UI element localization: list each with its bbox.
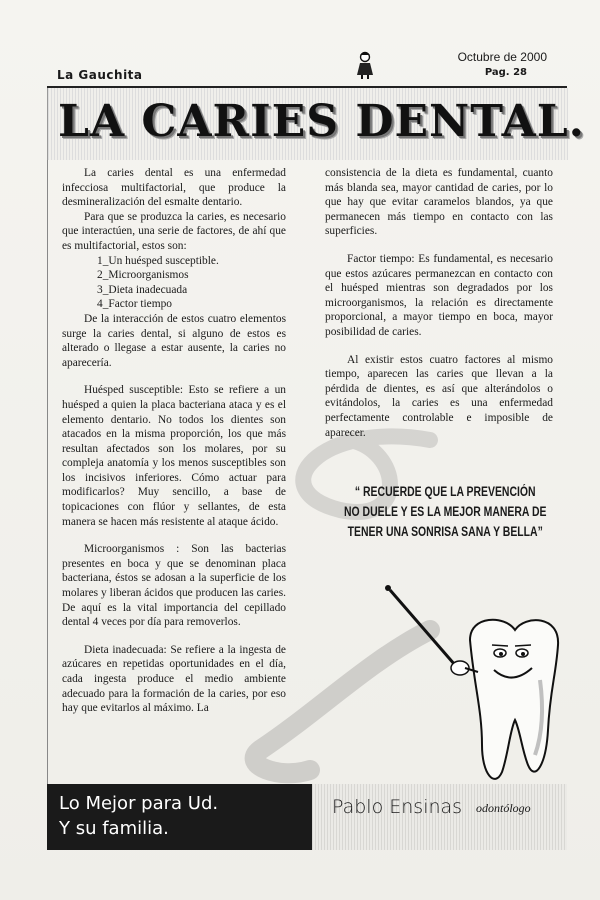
list-item: 4_Factor tiempo [97,298,172,311]
slogan [59,791,218,841]
gauchita-mascot-icon [354,50,376,80]
quote-line: “ RECUERDE QUE LA PREVENCIÓN [354,484,536,499]
issue-date: Octubre de 2000 [457,50,547,64]
quote-line: TENER UNA SONRISA SANA Y BELLA” [347,524,543,539]
list-item: 1_Un huésped susceptible. [97,254,219,267]
paragraph: Dieta inadecuada: Se refiere a la ingesta de azúcares en repetidas oportunidades en el día, cada ingesta produce el medio ambiente adecuado para la formación de la caries, por eso hay que evitarlos al máximo. La [62,643,286,715]
footer-slogan-box [47,784,312,850]
quote-line: NO DUELE Y ES LA MEJOR MANERA DE [343,504,547,519]
page-number: Pag. 28 [484,67,527,78]
dentist-name: Pablo Ensinas [332,796,463,818]
masthead: La Gauchita [57,68,143,82]
page-title: LA CARIES DENTAL. [58,96,585,147]
paragraph: Huésped susceptible: Esto se refiere a un huésped a quien la placa bacteriana ataca y es el elemento dentario. No todos los dientes son atacados en la misma proporción, los que más resultan afectados son los molares, por su compleja anatomía y los menos susceptibles son los incisivos inferiores. Cómo actuar para modificarlos? Muy sencillo, a base de topicaciones con flúor y sellantes, de esta manera se hacen más resistente al ataque ácido. [62,384,286,528]
paragraph: Al existir estos cuatro factores al mismo tiempo, aparecen las caries que llevan a la pérdida de dientes, es así que alterándolos o evitándolos, la caries es una enfermedad perfectamente controlable e imposible de aparecer. [325,353,553,439]
paragraph: Microorganismos : Son las bacterias presentes en boca y que se denominan placa bacteriana, éstos se adosan a la superficie de los molares y liberan ácidos que producen las caries. De aquí es la vital importancia del cepillado dental 4 veces por día para removerlos. [62,543,286,629]
page-header [47,48,567,88]
slogan-line: Lo Mejor para Ud. [59,793,219,814]
right-column [325,166,553,440]
list-item: 3_Dieta inadecuada [97,283,188,296]
paragraph: Para que se produzca la caries, es necesario que interactúen, una serie de factores, de ahí que es multifactorial, estos son: [62,210,286,252]
paragraph: Factor tiempo: Es fundamental, es necesario que estos azúcares permanezcan en contacto con el huésped mientras son degradados por los microorganismos, la relación es directamente proporcional, a mayor tiempo en boca, mayor posibilidad de caries. [325,252,553,338]
footer-credit-box [312,784,567,850]
paragraph: De la interacción de estos cuatro elementos surge la caries dental, si alguno de estos es alterado o llegase a estar ausente, la caries no aparecería. [62,312,286,369]
slogan-line: Y su familia. [59,818,169,839]
factors-list [97,254,286,312]
title-banner [47,88,585,160]
smiling-tooth-icon [370,560,570,790]
paragraph: La caries dental es una enfermedad infecciosa multifactorial, que produce la desmineralización del esmalte dentario. [62,167,286,209]
paragraph: consistencia de la dieta es fundamental, cuanto más blanda sea, mayor cantidad de caries, por lo que hay que evitar caramelos blandos, ya que permanecen más tiempo en contacto con las superficies. [325,167,553,238]
list-item: 2_Microorganismos [97,269,189,282]
prevention-quote [322,482,568,542]
dentist-profession: odontólogo [476,801,531,815]
left-column [62,166,286,716]
